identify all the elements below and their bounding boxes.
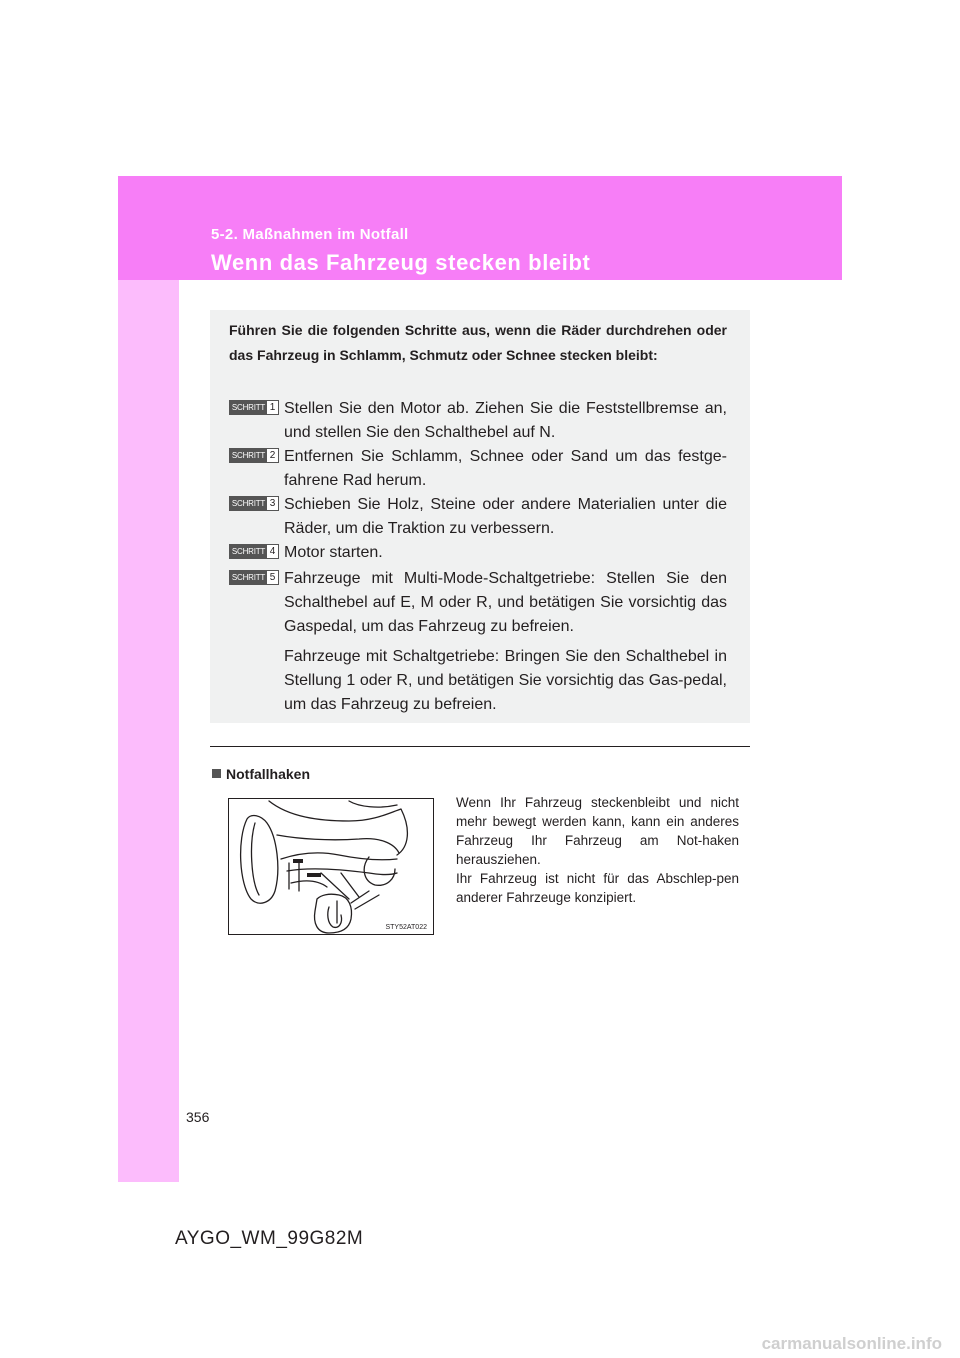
notfallhaken-description: Wenn Ihr Fahrzeug steckenbleibt und nicht mehr bewegt werden kann, kann ein anderes Fahrzeug Ihr Fahrzeug am Not-haken herausziehen. Ihr Fahrzeug ist nicht für das Abschlep-pen anderer Fahrzeuge konzipiert. bbox=[456, 795, 739, 905]
step-1 bbox=[229, 397, 727, 445]
step-text: Stellen Sie den Motor ab. Ziehen Sie die Feststellbremse an, und stellen Sie den Schalthebel auf N. bbox=[284, 400, 727, 441]
square-bullet-icon bbox=[212, 769, 221, 778]
step-text: Entfernen Sie Schlamm, Schnee oder Sand um das festge-fahrene Rad herum. bbox=[284, 448, 727, 489]
figure-code: STY52AT022 bbox=[385, 924, 427, 931]
step-5 bbox=[229, 567, 727, 717]
step-badge: SCHRITT 3 bbox=[229, 496, 279, 511]
chapter-side-tab bbox=[118, 176, 179, 1182]
step-badge: SCHRITT 5 bbox=[229, 570, 279, 585]
step-3 bbox=[229, 493, 727, 541]
document-code: AYGO_WM_99G82M bbox=[175, 1228, 364, 1249]
step-text: Motor starten. bbox=[284, 544, 383, 561]
step-text-manual: Fahrzeuge mit Schaltgetriebe: Bringen Sie den Schalthebel in Stellung 1 oder R, und betätigen Sie vorsichtig das Gas-pedal, um das Fahrzeug zu befreien. bbox=[284, 648, 727, 713]
towing-hook-illustration bbox=[228, 798, 434, 935]
step-badge: SCHRITT 2 bbox=[229, 448, 279, 463]
step-badge: SCHRITT 4 bbox=[229, 544, 279, 559]
page-number: 356 bbox=[186, 1109, 210, 1125]
step-text: Schieben Sie Holz, Steine oder andere Materialien unter die Räder, um die Traktion zu verbessern. bbox=[284, 496, 727, 537]
section-divider bbox=[210, 746, 750, 747]
notfallhaken-heading: Notfallhaken bbox=[212, 766, 310, 782]
step-badge: SCHRITT 1 bbox=[229, 400, 279, 415]
step-2 bbox=[229, 445, 727, 493]
step-text: Fahrzeuge mit Multi-Mode-Schaltgetriebe: Stellen Sie den Schalthebel auf E, M oder R, und betätigen Sie vorsichtig das Gaspedal, um das Fahrzeug zu befreien. bbox=[284, 570, 727, 635]
procedure-intro: Führen Sie die folgenden Schritte aus, wenn die Räder durchdrehen oder das Fahrzeug in Schlamm, Schmutz oder Schnee stecken bleibt: bbox=[229, 322, 727, 363]
car-underside-drawing bbox=[229, 799, 434, 935]
section-label: 5-2. Maßnahmen im Notfall bbox=[211, 226, 409, 243]
watermark: carmanualsonline.info bbox=[761, 1334, 942, 1353]
page-title: Wenn das Fahrzeug stecken bleibt bbox=[211, 250, 591, 275]
step-4 bbox=[229, 541, 727, 565]
